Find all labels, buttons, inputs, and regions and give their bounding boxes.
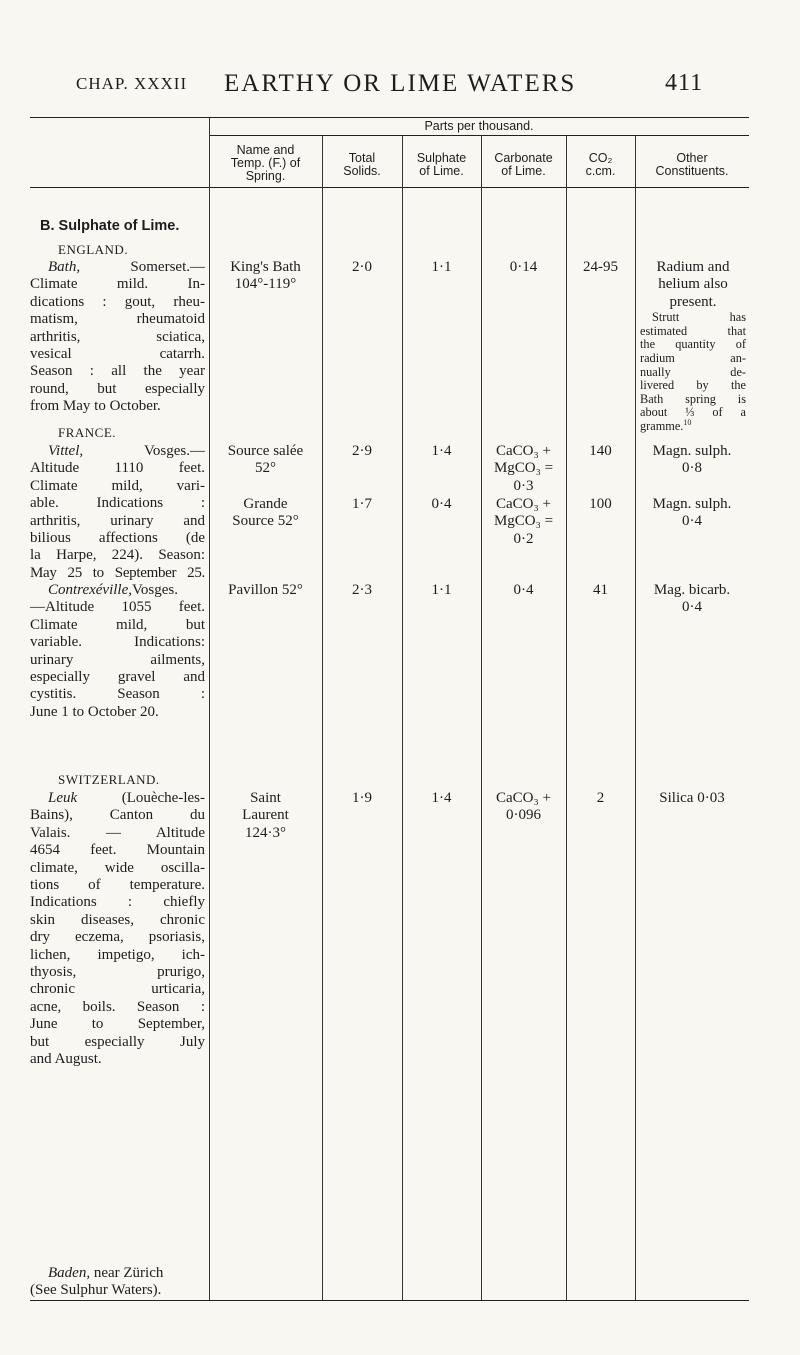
header-bottom-rule (30, 187, 749, 188)
saint-laurent-co2: 2 (596, 790, 605, 806)
pavillon-spring: Pavillon 52° (228, 582, 303, 598)
contrexeville-description: Contrexéville,Vosges. —Altitude 1055 feet. Climate mild, but variable. Indications: urinary ailments, especially gravel and cystitis. Season : June 1 to October 20. (30, 582, 205, 720)
bath-total: 2·0 (352, 259, 372, 275)
col-header-name-temp: Name and Temp. (F.) of Spring. (230, 143, 301, 183)
grande-source-sulphate: 0·4 (431, 496, 452, 512)
source-salee-carbonate: CaCO₃ + MgCO₃ = 0·3 (493, 443, 554, 494)
col-rule-4 (481, 136, 482, 1300)
table-bottom-rule (30, 1300, 749, 1301)
col-header-other: Other Constituents. (655, 151, 729, 178)
saint-laurent-spring: Saint Laurent 124·3° (242, 790, 289, 841)
col-header-carbonate: Carbonate of Lime. (494, 151, 553, 178)
col-header-total: Total Solids. (343, 151, 381, 178)
grande-source-spring: Grande Source 52° (232, 496, 299, 530)
country-france: FRANCE. (58, 425, 117, 440)
grande-source-other: Magn. sulph. 0·4 (652, 496, 732, 530)
pavillon-other: Mag. bicarb. 0·4 (653, 582, 731, 616)
bath-spring: King's Bath 104°-119° (230, 259, 301, 293)
pavillon-carbonate: 0·4 (513, 582, 534, 598)
col-rule-5 (566, 136, 567, 1300)
col-rule-2 (322, 136, 323, 1300)
bath-sulphate: 1·1 (431, 259, 452, 275)
saint-laurent-other: Silica 0·03 (659, 790, 725, 806)
section-title: B. Sulphate of Lime. (40, 218, 180, 234)
grande-source-carbonate: CaCO₃ + MgCO₃ = 0·2 (493, 496, 554, 547)
pavillon-total: 2·3 (352, 582, 372, 598)
page-number: 411 (665, 70, 704, 96)
vittel-description: Vittel, Vosges.— Altitude 1110 feet. Climate mild, vari- able. Indications : arthritis, urinary and bilious affections (de la Harpe, 224). Season: May 25 to September 25. (30, 443, 205, 581)
grande-source-total: 1·7 (352, 496, 372, 512)
saint-laurent-carbonate: CaCO₃ + 0·096 (496, 790, 551, 824)
grande-source-co2: 100 (589, 496, 612, 512)
source-salee-other: Magn. sulph. 0·8 (652, 443, 732, 477)
pavillon-co2: 41 (593, 582, 608, 598)
bath-co2: 24-95 (583, 259, 618, 275)
source-salee-spring: Source salée 52° (227, 443, 304, 477)
footnote-ref: 10 (683, 417, 692, 427)
col-rule-6 (635, 136, 636, 1300)
source-salee-co2: 140 (589, 443, 612, 459)
source-salee-total: 2·9 (352, 443, 372, 459)
col-header-co2: CO₂ c.cm. (585, 151, 616, 178)
country-switzerland: SWITZERLAND. (58, 772, 160, 787)
saint-laurent-total: 1·9 (352, 790, 372, 806)
bath-other: Radium and helium also present. Strutt has estimated that the quantity of radium an- nually de- livered by the Bath spring is about ⅓ of a gramme.$^{10}$ (640, 259, 746, 433)
country-england: ENGLAND. (58, 242, 129, 257)
col-header-sulphate: Sulphate of Lime. (416, 151, 467, 178)
col-rule-3 (402, 136, 403, 1300)
leuk-description: Leuk (Louèche-les- Bains), Canton du Valais. — Altitude 4654 feet. Mountain climate, wide oscilla- tions of temperature. Indications : chiefly skin diseases, chronic dry eczema, psoriasis, lichen, impetigo, ich- thyosis, prurigo, chronic urticaria, acne, boils. Season : June to September, but especially July and August. (30, 790, 205, 1068)
page-title: EARTHY OR LIME WATERS (224, 70, 577, 97)
table-top-rule (30, 117, 749, 118)
group-header-rule (209, 135, 749, 136)
bath-description: Bath, Somerset.— Climate mild. In- dications : gout, rheu- matism, rheumatoid arthritis, sciatica, vesical catarrh. Season : all the year round, but especially from May to October. (30, 259, 205, 415)
col-rule-1 (209, 118, 210, 1300)
source-salee-sulphate: 1·4 (431, 443, 452, 459)
baden-description: Baden, near Zürich (See Sulphur Waters). (30, 1265, 164, 1299)
group-header: Parts per thousand. (424, 119, 534, 133)
pavillon-sulphate: 1·1 (431, 582, 452, 598)
saint-laurent-sulphate: 1·4 (431, 790, 452, 806)
chapter-label: CHAP. XXXII (76, 74, 188, 93)
bath-carbonate: 0·14 (509, 259, 538, 275)
